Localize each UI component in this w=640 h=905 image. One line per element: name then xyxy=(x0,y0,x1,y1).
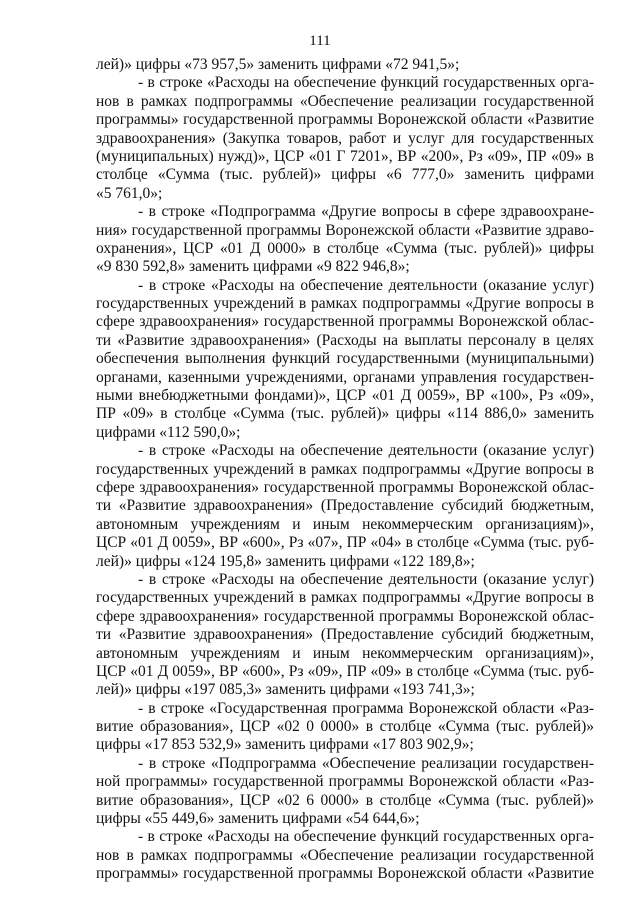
text-line: автономным учреждениям и иным некоммерческим организациям)», xyxy=(96,644,594,662)
text-line: сфере здравоохранения» государственной программы Воронежской облас- xyxy=(96,478,594,496)
text-line: цифры «55 449,6» заменить цифрами «54 644,6»; xyxy=(96,810,420,828)
text-line: программы» государственной программы Воронежской области «Развитие xyxy=(96,865,594,883)
text-line: ЦСР «01 Д 0059», ВР «600», Рз «09», ПР «09» в столбце «Сумма (тыс. руб- xyxy=(96,662,594,680)
text-line: лей)» цифры «124 195,8» заменить цифрами «122 189,8»; xyxy=(96,552,475,570)
text-line: ПР «09» в столбце «Сумма (тыс. рублей)» цифры «114 886,0» заменить xyxy=(96,405,594,423)
text-line: «5 761,0»; xyxy=(96,184,163,202)
text-line: обеспечения выполнения функций государственными (муниципальными) xyxy=(96,350,594,368)
text-line: витие образования», ЦСР «02 0 0000» в столбце «Сумма (тыс. рублей)» xyxy=(96,718,594,736)
text-line: - в строке «Расходы на обеспечение деятельности (оказание услуг) xyxy=(138,442,594,460)
text-line: охранения», ЦСР «01 Д 0000» в столбце «Сумма (тыс. рублей)» цифры xyxy=(96,239,594,257)
text-line: - в строке «Расходы на обеспечение функций государственных орга- xyxy=(138,74,594,92)
page-number: 111 xyxy=(309,33,331,49)
text-line: «9 830 592,8» заменить цифрами «9 822 946,8»; xyxy=(96,258,410,276)
text-line: сфере здравоохранения» государственной программы Воронежской облас- xyxy=(96,313,594,331)
text-line: - в строке «Расходы на обеспечение функций государственных орга- xyxy=(138,828,594,846)
document-body xyxy=(96,56,594,884)
text-line: ния» государственной программы Воронежской области «Развитие здраво- xyxy=(96,221,594,239)
text-line: государственных учреждений в рамках подпрограммы «Другие вопросы в xyxy=(96,295,594,313)
text-line: ти «Развитие здравоохранения» (Предоставление субсидий бюджетным, xyxy=(96,497,594,515)
text-line: - в строке «Государственная программа Воронежской области «Раз- xyxy=(138,699,594,717)
text-line: - в строке «Подпрограмма «Другие вопросы в сфере здравоохране- xyxy=(138,203,594,221)
text-line: государственных учреждений в рамках подпрограммы «Другие вопросы в xyxy=(96,589,594,607)
text-line: здравоохранения» (Закупка товаров, работ и услуг для государственных xyxy=(96,129,594,147)
text-line: - в строке «Расходы на обеспечение деятельности (оказание услуг) xyxy=(138,570,594,588)
text-line: автономным учреждениям и иным некоммерческим организациям)», xyxy=(96,515,594,533)
text-line: - в строке «Подпрограмма «Обеспечение реализации государствен- xyxy=(138,754,594,772)
text-line: ти «Развитие здравоохранения» (Предоставление субсидий бюджетным, xyxy=(96,626,594,644)
text-line: ЦСР «01 Д 0059», ВР «600», Рз «07», ПР «04» в столбце «Сумма (тыс. руб- xyxy=(96,534,594,552)
text-line: органами, казенными учреждениями, органами управления государствен- xyxy=(96,368,594,386)
text-line: ной программы» государственной программы Воронежской области «Раз- xyxy=(96,773,594,791)
text-line: - в строке «Расходы на обеспечение деятельности (оказание услуг) xyxy=(138,276,594,294)
text-line: ти «Развитие здравоохранения» (Расходы на выплаты персоналу в целях xyxy=(96,331,594,349)
text-line: (муниципальных) нужд)», ЦСР «01 Г 7201», ВР «200», Рз «09», ПР «09» в xyxy=(96,147,594,165)
text-line: программы» государственной программы Воронежской области «Развитие xyxy=(96,111,594,129)
text-line: лей)» цифры «197 085,3» заменить цифрами «193 741,3»; xyxy=(96,681,475,699)
text-line: цифры «17 853 532,9» заменить цифрами «17 803 902,9»; xyxy=(96,736,474,754)
text-line: сфере здравоохранения» государственной программы Воронежской облас- xyxy=(96,607,594,625)
text-line: цифрами «112 590,0»; xyxy=(96,423,241,441)
text-line: столбце «Сумма (тыс. рублей)» цифры «6 777,0» заменить цифрами xyxy=(96,166,594,184)
text-line: государственных учреждений в рамках подпрограммы «Другие вопросы в xyxy=(96,460,594,478)
text-line: ными внебюджетными фондами)», ЦСР «01 Д 0059», ВР «100», Рз «09», xyxy=(96,387,594,405)
text-line: витие образования», ЦСР «02 6 0000» в столбце «Сумма (тыс. рублей)» xyxy=(96,791,594,809)
text-line: нов в рамках подпрограммы «Обеспечение реализации государственной xyxy=(96,846,594,864)
text-line: лей)» цифры «73 957,5» заменить цифрами «72 941,5»; xyxy=(96,56,460,73)
text-line: нов в рамках подпрограммы «Обеспечение реализации государственной xyxy=(96,92,594,110)
